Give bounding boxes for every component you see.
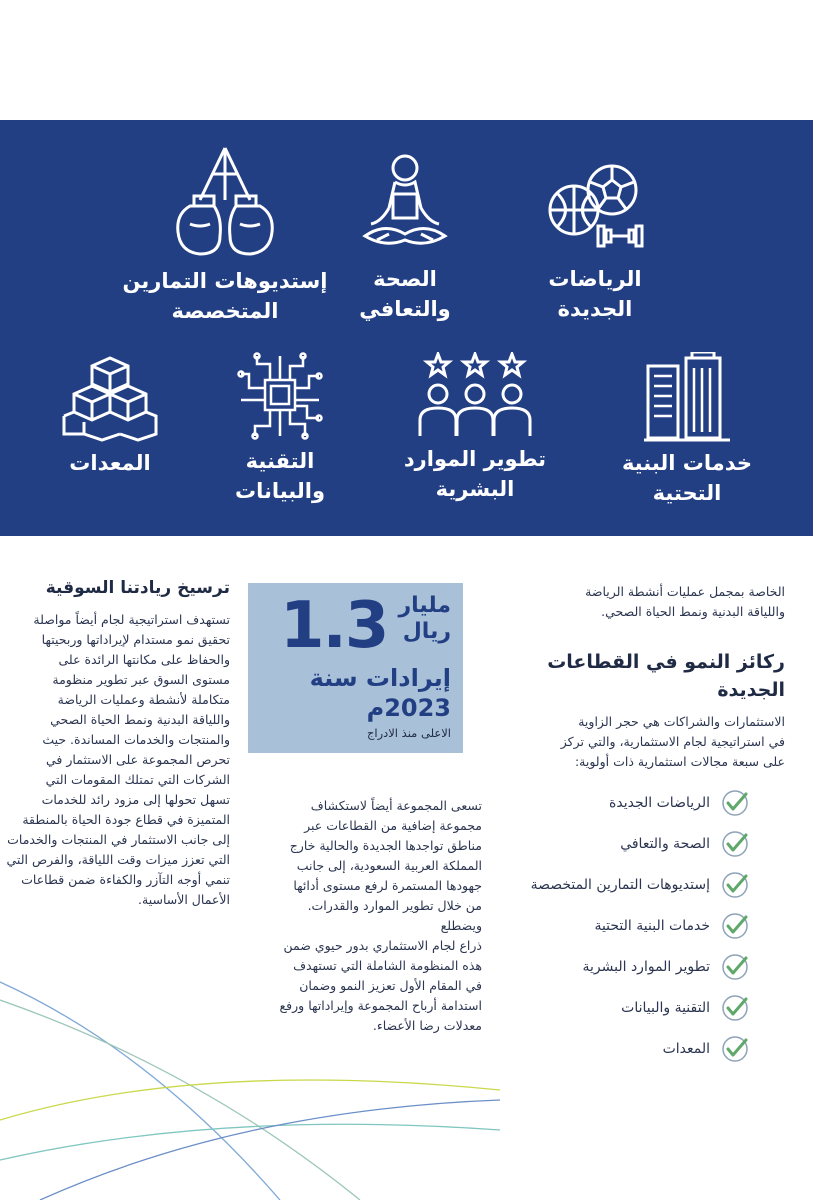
unit-line: مليار <box>398 593 451 618</box>
text-line: تنمي أوجه التآزر والكفاءة ضمن قطاعات <box>21 872 230 887</box>
text-line: والحفاظ على مكانتها الرائدة على <box>58 652 230 667</box>
list-item <box>500 905 750 946</box>
text-line: التي تعزز ميزات وقت اللياقة، والفرص التي <box>6 852 230 867</box>
text-line: على سبعة مجالات استثمارية ذات أولوية: <box>574 754 785 769</box>
boxes-icon <box>62 352 158 442</box>
pillar-label-line1: خدمات البنية <box>621 451 753 475</box>
heading-line: ركائز النمو في القطاعات <box>547 651 785 673</box>
sports-balls-dumbbell-icon <box>540 158 650 258</box>
pillar-label-line1: تطوير الموارد <box>403 447 547 471</box>
text-line: الاستثمارات والشراكات هي حجر الزاوية <box>578 714 785 729</box>
text-line: الأعمال الأساسية. <box>138 892 230 907</box>
check-circle-icon <box>720 788 750 818</box>
text-line: والمنتجات والخدمات المساندة. حيث <box>42 732 230 747</box>
caption-line: 2023م <box>366 694 451 722</box>
text-line: هذه المنظومة الشاملة التي تستهدف <box>293 958 482 973</box>
market-leadership-paragraph <box>0 610 230 910</box>
text-line: إلى جانب الاستثمار في المنتجات والخدمات <box>7 832 230 847</box>
text-line: الخاصة بمجمل عمليات أنشطة الرياضة <box>585 584 785 599</box>
text-line: مجموعة إضافية من القطاعات عبر <box>304 818 482 833</box>
revenue-stat-box <box>248 583 463 753</box>
check-circle-icon <box>720 911 750 941</box>
circuit-chip-icon <box>237 352 323 440</box>
text-line: ذراع لجام الاستثماري بدور حيوي ضمن <box>283 938 482 953</box>
text-line: في المقام الأول تعزيز النمو وضمان <box>299 978 482 993</box>
text-line: تحرص المجموعة على الاستثمار في <box>46 752 230 767</box>
pillar-label-line1: إستديوهات التمارين <box>122 269 328 293</box>
pillar-label-line1: المعدات <box>69 451 151 475</box>
text-line: المملكة العربية السعودية، إلى جانب <box>296 858 482 873</box>
text-line: معدلات رضا الأعضاء. <box>372 1018 482 1033</box>
revenue-note: الاعلى منذ الادراج <box>366 726 451 740</box>
text-line: جهودها المستمرة لرفع مستوى أدائها <box>293 878 482 893</box>
check-circle-icon <box>720 952 750 982</box>
text-line: مناطق تواجدها الجديدة والحالية خارج <box>289 838 482 853</box>
list-item-label: خدمات البنية التحتية <box>594 917 710 934</box>
pillar-fitness-studios <box>80 144 370 326</box>
text-line: مستوى السوق عبر تطوير منظومة <box>52 672 230 687</box>
buildings-icon <box>644 352 730 442</box>
meditation-icon <box>355 150 455 258</box>
pillar-label-line1: التقنية <box>245 449 315 473</box>
check-circle-icon <box>720 870 750 900</box>
text-line: المتميزة في قطاع جودة الحياة بالمنطقة <box>22 812 230 827</box>
pillars-banner <box>0 120 813 536</box>
growth-pillars-paragraph <box>485 712 785 772</box>
list-item-label: المعدات <box>662 1040 710 1057</box>
pillar-label-line1: الرياضات <box>548 267 642 291</box>
list-item <box>500 987 750 1028</box>
pillar-label-line2: البشرية <box>435 477 515 501</box>
list-item <box>500 1028 750 1069</box>
revenue-unit <box>398 593 451 645</box>
revenue-value: 1.3 <box>280 589 388 663</box>
text-line: تسعى المجموعة أيضاً لاستكشاف <box>310 798 482 813</box>
left-column-clip <box>0 572 234 922</box>
check-circle-icon <box>720 993 750 1023</box>
list-item-label: الصحة والتعافي <box>620 835 710 852</box>
list-item-label: الرياضات الجديدة <box>609 794 710 811</box>
pillar-label-line2: والبيانات <box>234 479 326 503</box>
pillar-equipment <box>40 352 180 478</box>
pillar-tech-data <box>205 352 355 506</box>
right-intro <box>485 582 785 622</box>
decorative-curves <box>0 960 500 1200</box>
unit-line: ريال <box>402 619 451 644</box>
list-item-label: التقنية والبيانات <box>621 999 710 1016</box>
pillar-label-line2: الجديدة <box>557 297 633 321</box>
priority-checklist <box>500 782 750 1069</box>
text-line: تحقيق نمو مستدام لإيراداتها وربحيتها <box>41 632 230 647</box>
list-item <box>500 864 750 905</box>
pillar-label-line1: الصحة <box>373 267 437 291</box>
people-stars-icon <box>416 352 534 438</box>
revenue-caption <box>310 663 451 723</box>
text-line: تسهل تحولها إلى مزود رائد للخدمات <box>41 792 230 807</box>
check-circle-icon <box>720 829 750 859</box>
caption-line: إيرادات سنة <box>309 664 451 692</box>
text-line: تستهدف استراتيجية لجام أيضاً مواصلة <box>33 612 230 627</box>
boxing-gloves-icon <box>170 144 280 260</box>
pillar-new-sports <box>530 158 660 324</box>
text-line: متكاملة لأنشطة وعمليات الرياضة <box>57 692 230 707</box>
text-line: الشركات التي تمتلك المقومات التي <box>45 772 230 787</box>
list-item <box>500 782 750 823</box>
text-line: واللياقة البدنية ونمط الحياة الصحي. <box>601 604 785 619</box>
check-circle-icon <box>720 1034 750 1064</box>
text-line: في استراتيجية لجام الاستثمارية، والتي تركز <box>560 734 785 749</box>
text-line: واللياقة البدنية ونمط الحياة الصحي <box>50 712 230 727</box>
pillar-infrastructure <box>612 352 762 508</box>
pillar-label-line2: التحتية <box>652 481 722 505</box>
pillar-label-line2: المتخصصة <box>171 299 279 323</box>
list-item-label: تطوير الموارد البشرية <box>582 958 710 975</box>
list-item <box>500 823 750 864</box>
text-line: من خلال تطوير الموارد والقدرات. ويضطلع <box>307 898 482 933</box>
heading-line: الجديدة <box>717 679 785 701</box>
list-item-label: إستديوهات التمارين المتخصصة <box>530 876 710 893</box>
growth-pillars-heading <box>485 648 785 704</box>
market-leadership-heading: ترسيخ ريادتنا السوقية <box>45 578 230 598</box>
list-item <box>500 946 750 987</box>
pillar-hr-development <box>400 352 550 504</box>
text-line: استدامة أرباح المجموعة وإيراداتها ورفع <box>279 998 482 1013</box>
pillar-label-line2: والتعافي <box>359 297 451 321</box>
